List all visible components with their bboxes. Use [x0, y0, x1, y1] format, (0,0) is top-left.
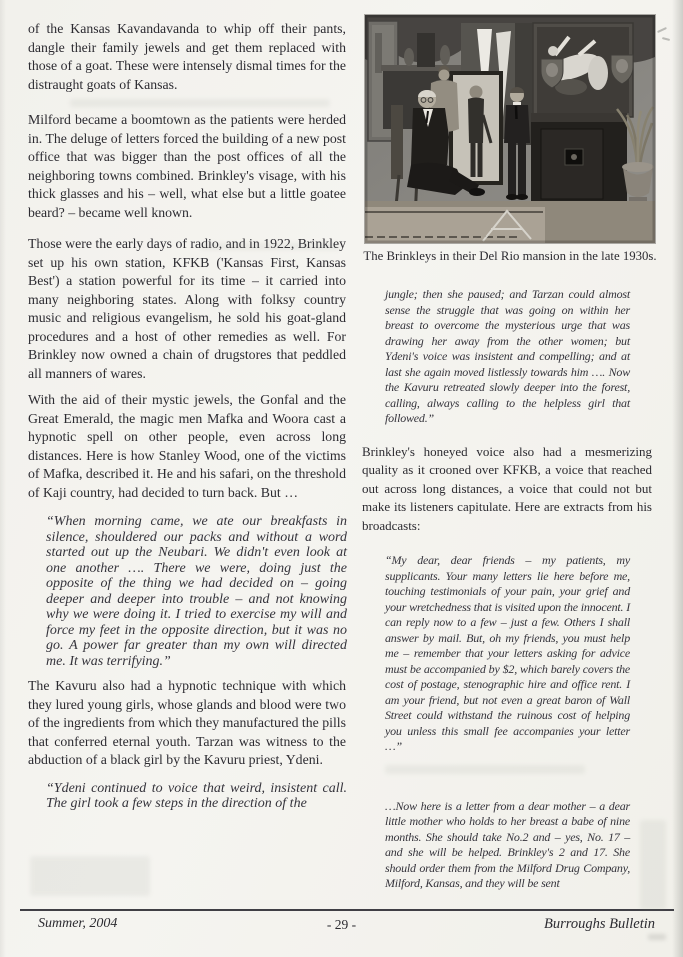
scan-mark	[662, 37, 670, 41]
paragraph-milford-boomtown: Milford became a boomtown as the patients were herded in. The deluge of letters forced the building of a new post office that was bigger than the post offices of all the neighboring towns combined. Brinkley's visage, with his thick glasses and his – well, what else but a little goatee beard? – became well known.	[28, 112, 346, 220]
footer-issue-date: Summer, 2004	[38, 916, 118, 931]
brinkley-mansion-photo-art	[365, 15, 655, 243]
paragraph-radio-kfkb: Those were the early days of radio, and in 1922, Brinkley set up his own station, KFKB ('Kansas First, Kansas Best') a station powerful for its time – it carried into many neighboring states. Along with folksy country music and religious evangelism, he sold his goat-gland procedures and a host of other remedies as well. For Brinkley now owned a chain of drugstores that peddled all manners of wares.	[28, 236, 347, 381]
scan-smudge	[30, 856, 150, 896]
photo-caption: The Brinkleys in their Del Rio mansion in the late 1930s.	[363, 249, 657, 263]
footer-rule	[20, 909, 674, 911]
scan-smudge	[200, 243, 340, 250]
footer-page-number: - 29 -	[326, 917, 357, 932]
quote-ydeni-start: “Ydeni continued to voice that weird, insistent call. The girl took a few steps in the direction of the	[46, 780, 347, 811]
scan-mark	[657, 27, 667, 33]
brinkley-mansion-photo	[364, 14, 656, 244]
right-column	[362, 287, 652, 892]
scan-smudge	[640, 820, 666, 910]
paragraph-honeyed-voice: Brinkley's honeyed voice also had a mesmerizing quality as it crooned over KFKB, a voice that reached out across long distances, a voice that could not but make its listeners capitulate. Here are extracts from his broadcasts:	[362, 443, 652, 533]
scan-edge-right	[672, 0, 683, 957]
floor-rug	[365, 201, 655, 243]
scan-mark	[648, 934, 666, 940]
quote-stanley-wood: “When morning came, we ate our breakfasts in silence, shouldered our packs and without a word started out up the Neubari. We didn't even look at one another …. There we were, doing just the opposite of the thing we had decided on – going deeper and deeper into trouble – and not knowing why we were doing it. I tried to exercise my will and force my feet in the opposite direction, but it was no go. A power far greater than my own will directed me. It was terrifying.”	[46, 514, 347, 669]
paragraph-kavandavanda: of the Kansas Kavandavanda to whip off their pants, dangle their family jewels and get them replaced with those of a goat. These were intensely dismal times for the distraught goats of Kansas.	[28, 21, 346, 92]
scan-smudge	[385, 765, 585, 774]
scan-smudge	[70, 99, 330, 107]
quote-ydeni-continued: jungle; then she paused; and Tarzan could almost sense the struggle that was going on within her breast to overcome the mysterious urge that was drawing her away from the other women; but Ydeni's voice was insistent and compelling; and at last she again moved listlessly towards him …. Now the Kavuru retreated slowly deeper into the forest, calling, always calling to the helpless girl that followed.”	[385, 287, 630, 425]
quote-broadcast-dear-mother: …Now here is a letter from a dear mother – a dear little mother who holds to her breast a babe of nine months. She should take No.2 and – yes, No. 17 – and she will be helped. Brinkley's 2 and 17. She should order them from the Milford Drug Company, Milford, Kansas, and they will be sent	[385, 798, 630, 890]
quote-broadcast-dear-friends: “My dear, dear friends – my patients, my supplicants. Your many letters lie here before me, touching testimonials of your pain, your grief and your wretchedness that is visited upon the innocent. I can reply now to a few – just a few. Others I shall answer by mail. But, oh my friends, you must help me – remember that your letters asking for advice must be accompanied by $2, which barely covers the cost of postage, stenographic hire and office rent. I am your friend, but not even a great baron of Wall Street could withstand the ruinous cost of helping you unless this small fee accompanies your letter …”	[385, 553, 630, 753]
left-column	[28, 20, 346, 812]
paragraph-mystic-jewels: With the aid of their mystic jewels, the Gonfal and the Great Emerald, the magic men Mafka and Woora cast a hypnotic spell on other people, even across long distances. Here is how Stanley Wood, one of the victims of Mafka, described it. He and his safari, on the threshold of Kaji country, had decided to turn back. But …	[28, 392, 346, 500]
paragraph-kavuru-technique: The Kavuru also had a hypnotic technique with which they lured young girls, whose glands and blood were two of the ingredients from which they manufactured the pills that conferred eternal youth. Tarzan was witness to the abduction of a black girl by the Kavuru priest, Ydeni.	[28, 678, 347, 767]
footer-publication-name: Burroughs Bulletin	[543, 916, 655, 932]
scan-edge-left	[0, 0, 6, 957]
